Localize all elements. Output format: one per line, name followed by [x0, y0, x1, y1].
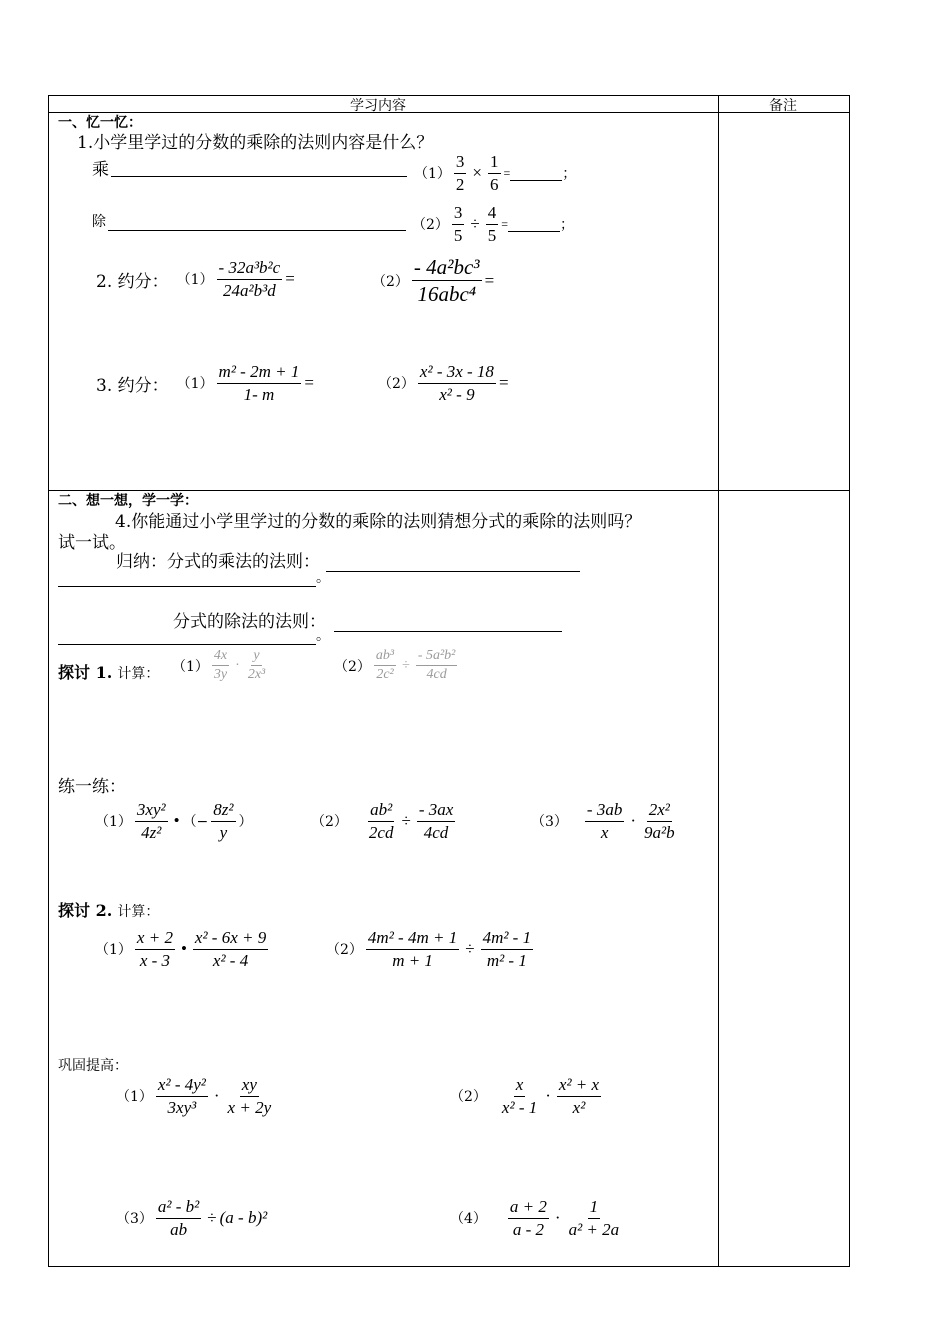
fraction [193, 928, 268, 970]
practice-3 [531, 800, 680, 842]
fraction [374, 648, 396, 683]
denominator: x [600, 822, 609, 842]
consolidate-2-number: （2） [450, 1089, 487, 1106]
equals-sign: = [304, 373, 314, 393]
numerator: 1 [588, 1197, 601, 1219]
section2-title: 二、想一想，学一学： [58, 493, 198, 509]
example-2-heading [58, 898, 159, 921]
mul-rule-answer-blank-2[interactable] [58, 568, 316, 587]
fraction [211, 800, 235, 842]
divisor-expression: (a - b)² [219, 1208, 268, 1228]
example-2-1-number: （1） [95, 942, 132, 959]
div-example-number: （2） [412, 217, 449, 234]
dot-operator: · [630, 811, 637, 831]
example-1-part-2 [334, 648, 460, 683]
fraction [367, 800, 396, 842]
numerator: - 4a²bc³ [412, 255, 482, 281]
divide-operator: ÷ [207, 1208, 217, 1228]
numerator: - 3ax [417, 800, 455, 822]
fraction [567, 1197, 622, 1239]
dot-operator: • [173, 811, 180, 831]
consolidate-4 [450, 1197, 624, 1239]
numerator: 3 [452, 203, 465, 225]
denominator: 2x³ [247, 667, 266, 683]
mul-example [414, 152, 576, 194]
denominator: x² [572, 1097, 586, 1117]
denominator: x² - 4 [212, 950, 249, 970]
question-2-1-number: （1） [176, 272, 214, 289]
dot-operator: • [180, 939, 187, 959]
question-3-2-number: （2） [378, 376, 415, 393]
equals-sign: = [484, 270, 495, 290]
denominator: a² + 2a [568, 1219, 620, 1239]
table-border-middle [718, 95, 719, 1267]
question-3-part-1 [96, 362, 314, 404]
fraction [508, 1197, 549, 1239]
question-4-line-1: 4.你能通过小学里学过的分数的乘除的法则猜想分式的乘除的法则吗？ [115, 512, 642, 532]
example-2-part-1 [95, 928, 271, 970]
numerator: 8z² [211, 800, 235, 822]
denominator: 1- m [243, 384, 275, 404]
div-rule-label: 分式的除法的法则： [173, 612, 326, 632]
consolidate-2 [450, 1075, 604, 1117]
period: 。 [316, 570, 330, 586]
denominator: 2cd [368, 822, 394, 842]
question-3-part-2 [378, 362, 509, 404]
semicolon: ； [562, 166, 577, 183]
numerator: - 5a²b² [416, 648, 458, 666]
question-1: 1.小学里学过的分数的乘除的法则内容是什么？ [77, 133, 434, 153]
denominator: a - 2 [512, 1219, 544, 1239]
equals-sign: = [498, 373, 509, 393]
numerator: 4m² - 1 [481, 928, 534, 950]
equals-sign: = [501, 216, 509, 231]
div-rule-answer-blank-2[interactable] [58, 626, 316, 645]
divide-operator: ÷ [401, 811, 411, 831]
answer-blank[interactable] [510, 179, 562, 181]
fraction [156, 1197, 201, 1239]
practice-2-number: （2） [311, 814, 348, 831]
times-operator: × [472, 163, 483, 183]
period: 。 [316, 628, 330, 644]
numerator: a² - b² [156, 1197, 201, 1219]
denominator: 2c² [376, 667, 394, 683]
numerator: xy [240, 1075, 259, 1097]
numerator: 4 [486, 203, 499, 225]
example-1-1-number: （1） [172, 658, 209, 675]
denominator: 4cd [423, 822, 449, 842]
example-1-heading [58, 660, 159, 683]
example-2-subtitle: 计算： [117, 904, 160, 920]
numerator: ab² [368, 800, 394, 822]
fraction [416, 648, 458, 683]
numerator: x + 2 [135, 928, 175, 950]
table-border-header [48, 112, 850, 113]
div-rule-answer-blank[interactable] [334, 613, 562, 632]
answer-blank[interactable] [508, 230, 560, 232]
numerator: x² - 3x - 18 [418, 362, 496, 384]
fraction [486, 203, 499, 245]
div-rule-blank[interactable] [108, 212, 406, 231]
equals-sign: = [503, 165, 511, 180]
denominator: 2 [455, 174, 465, 194]
table-border-top [48, 95, 850, 96]
numerator: 4m² - 4m + 1 [366, 928, 459, 950]
numerator: ab³ [374, 648, 396, 666]
numerator: 3 [454, 152, 467, 174]
fraction [454, 152, 467, 194]
numerator: a + 2 [508, 1197, 549, 1219]
example-2-title: 探讨 2. [58, 901, 113, 920]
open-paren: （− [182, 814, 209, 831]
denominator: 5 [453, 225, 463, 245]
numerator: - 32a³b²c [217, 258, 283, 280]
numerator: x² - 4y² [156, 1075, 208, 1097]
table-border-left [48, 95, 49, 1267]
example-1-part-1 [172, 648, 270, 683]
question-2-part-2 [372, 255, 494, 306]
dot-operator: · [213, 1086, 220, 1106]
question-3-1-number: （1） [176, 376, 214, 393]
example-1-2-number: （2） [334, 658, 371, 675]
mul-rule-label: 归纳：分式的乘法的法则： [116, 552, 320, 572]
practice-1 [95, 800, 253, 842]
practice-1-number: （1） [95, 814, 132, 831]
numerator: x² + x [557, 1075, 601, 1097]
denominator: x - 3 [139, 950, 171, 970]
practice-3-number: （3） [531, 814, 568, 831]
mul-rule-continuation [58, 567, 330, 587]
consolidate-title: 巩固提高： [58, 1058, 128, 1074]
divide-operator: ÷ [402, 657, 410, 673]
denominator: 5 [487, 225, 497, 245]
denominator: 4z² [141, 822, 162, 842]
fraction [412, 255, 482, 306]
consolidate-4-number: （4） [450, 1211, 487, 1228]
fraction [212, 648, 229, 683]
denominator: 9a²b [644, 822, 675, 842]
consolidate-1 [116, 1075, 276, 1117]
question-2-2-number: （2） [372, 273, 409, 290]
denominator: x² - 9 [439, 384, 475, 404]
question-4-line-2: 试一试。 [58, 533, 126, 553]
numerator: - 3ab [585, 800, 624, 822]
denominator: 16abc⁴ [417, 282, 477, 307]
numerator: 2x² [647, 800, 672, 822]
fraction [217, 258, 283, 300]
mul-rule-row [92, 155, 407, 180]
dot-operator: · [545, 1086, 551, 1106]
numerator: 3xy² [135, 800, 168, 822]
mul-label: 乘 [92, 160, 109, 180]
fraction [642, 800, 677, 842]
fraction [500, 1075, 539, 1117]
denominator: y [219, 822, 228, 842]
fraction [417, 800, 455, 842]
consolidate-3-number: （3） [116, 1211, 153, 1228]
fraction [135, 800, 168, 842]
numerator: 4x [212, 648, 229, 666]
mul-rule-answer-blank[interactable] [326, 553, 580, 572]
denominator: ab [170, 1219, 188, 1239]
fraction [557, 1075, 601, 1117]
table-border-right [849, 95, 850, 1267]
mul-example-number: （1） [414, 166, 451, 183]
denominator: x + 2y [227, 1097, 272, 1117]
question-2-label: 2. 约分： [96, 271, 169, 292]
example-1-title: 探讨 1. [58, 663, 113, 682]
numerator: x² - 6x + 9 [193, 928, 268, 950]
consolidate-3 [116, 1197, 267, 1239]
example-1-subtitle: 计算： [117, 666, 160, 682]
fraction [481, 928, 534, 970]
denominator: 3xy³ [167, 1097, 197, 1117]
fraction [366, 928, 459, 970]
fraction [488, 152, 501, 194]
numerator: 1 [488, 152, 501, 174]
fraction [246, 648, 267, 683]
fraction [452, 203, 465, 245]
denominator: m + 1 [392, 950, 433, 970]
table-border-bottom [48, 1266, 850, 1267]
fraction [156, 1075, 208, 1117]
practice-2 [311, 800, 458, 842]
div-label: 除 [92, 214, 106, 230]
practice-title: 练一练： [58, 777, 126, 797]
divide-operator: ÷ [470, 214, 480, 234]
fraction [226, 1075, 274, 1117]
semicolon: ； [560, 217, 575, 234]
dot-operator: · [235, 657, 240, 673]
header-notes-column: 备注 [769, 98, 797, 114]
mul-rule-blank[interactable] [111, 158, 407, 177]
denominator: 6 [490, 174, 499, 194]
fraction [418, 362, 496, 404]
section1-title: 一、忆一忆： [58, 115, 142, 131]
div-rule-continuation [58, 625, 330, 645]
numerator: x [514, 1075, 526, 1097]
dot-operator: · [554, 1208, 561, 1228]
div-example [412, 203, 574, 245]
close-paren: ） [238, 814, 253, 831]
example-2-2-number: （2） [326, 942, 363, 959]
fraction [135, 928, 175, 970]
numerator: m² - 2m + 1 [217, 362, 302, 384]
question-3-label: 3. 约分： [96, 375, 169, 396]
divide-operator: ÷ [465, 939, 475, 959]
numerator: y [251, 648, 261, 666]
header-content-column: 学习内容 [350, 98, 406, 114]
example-2-part-2 [326, 928, 536, 970]
div-rule-row [92, 211, 406, 231]
question-2-part-1 [96, 258, 295, 300]
fraction [217, 362, 302, 404]
denominator: 24a²b³d [223, 280, 276, 300]
consolidate-1-number: （1） [116, 1089, 153, 1106]
fraction [585, 800, 624, 842]
denominator: x² - 1 [501, 1097, 538, 1117]
denominator: 3y [213, 667, 228, 683]
equals-sign: = [285, 269, 295, 289]
denominator: m² - 1 [486, 950, 527, 970]
denominator: 4cd [426, 667, 447, 683]
